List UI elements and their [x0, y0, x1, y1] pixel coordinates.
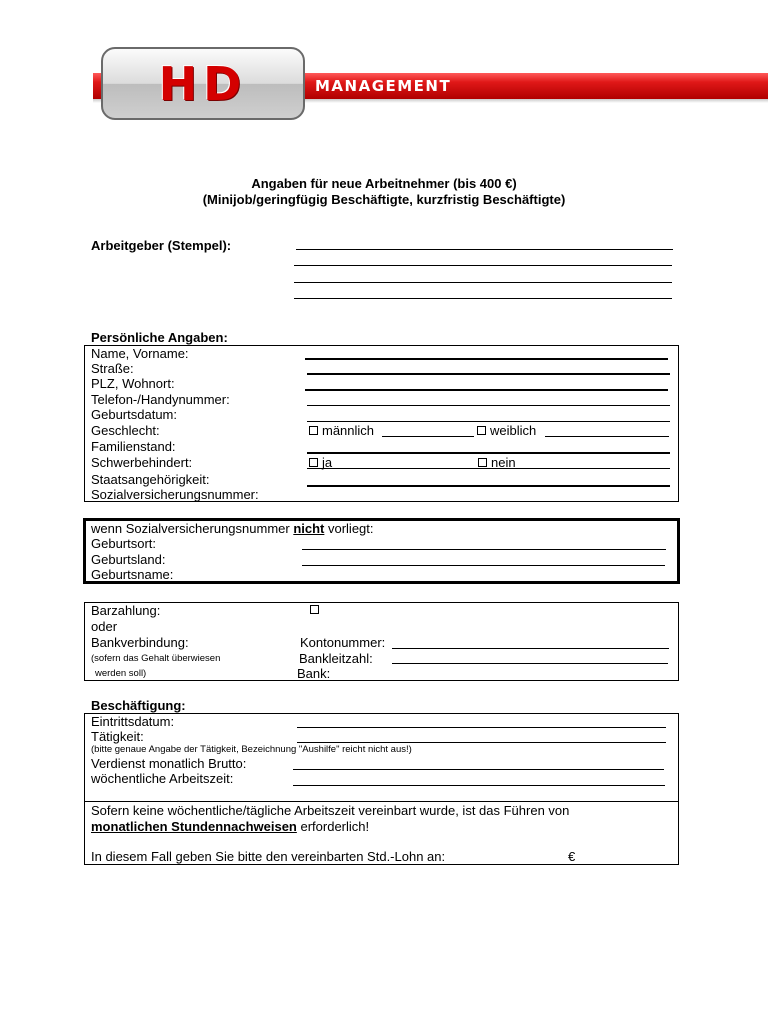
activity-note: (bitte genaue Angabe der Tätigkeit, Bezeichnung "Aushilfe" reicht nicht aus!)	[91, 744, 412, 755]
employer-line-2[interactable]	[294, 265, 672, 266]
hd-logo	[101, 47, 305, 120]
start-date-label: Eintrittsdatum:	[91, 714, 175, 729]
salary-field[interactable]	[293, 769, 664, 770]
disabled-no-checkbox[interactable]	[478, 458, 487, 467]
bank-code-field[interactable]	[392, 663, 668, 664]
birth-country-label: Geburtsland:	[91, 552, 166, 567]
notice-line2	[91, 819, 369, 834]
zip-city-label: PLZ, Wohnort:	[91, 376, 175, 391]
cash-checkbox[interactable]	[310, 605, 319, 614]
birthplace-label: Geburtsort:	[91, 536, 157, 551]
gender-underline	[382, 436, 474, 437]
transfer-note-line2: werden soll)	[95, 668, 147, 679]
name-field[interactable]	[305, 358, 668, 360]
birthdate-field[interactable]	[307, 421, 670, 422]
street-field[interactable]	[307, 373, 670, 375]
form-title-line2: (Minijob/geringfügig Beschäftigte, kurzfristig Beschäftigte)	[202, 192, 566, 207]
gender-underline-2	[545, 436, 669, 437]
form-title-line1: Angaben für neue Arbeitnehmer (bis 400 €)	[251, 176, 517, 191]
female-label: weiblich	[490, 423, 537, 438]
notice-after: erforderlich!	[296, 819, 370, 834]
bank-code-label: Bankleitzahl:	[299, 651, 373, 666]
no-ssn-intro-before: wenn Sozialversicherungsnummer	[91, 521, 294, 536]
marital-field[interactable]	[307, 452, 670, 454]
employment-box	[84, 713, 679, 865]
employer-line-3[interactable]	[294, 282, 672, 283]
name-label: Name, Vorname:	[91, 346, 189, 361]
bank-label: Bankverbindung:	[91, 635, 189, 650]
weekly-hours-field[interactable]	[293, 785, 665, 786]
account-field[interactable]	[392, 648, 669, 649]
employer-line-4[interactable]	[294, 298, 672, 299]
male-label: männlich	[322, 423, 375, 438]
no-ssn-intro-after: vorliegt:	[324, 521, 374, 536]
transfer-note-line1: (sofern das Gehalt überwiesen	[91, 653, 221, 664]
notice-line1: Sofern keine wöchentliche/tägliche Arbeitszeit vereinbart wurde, ist das Führen von	[91, 803, 570, 818]
notice-emphasis: monatlichen Stundennachweisen	[91, 819, 297, 834]
cash-label: Barzahlung:	[91, 603, 161, 618]
gender-male-option[interactable]	[309, 423, 374, 438]
birth-name-label: Geburtsname:	[91, 567, 174, 582]
marital-label: Familienstand:	[91, 439, 176, 454]
female-checkbox[interactable]	[477, 426, 486, 435]
employment-heading: Beschäftigung:	[91, 698, 186, 713]
disabled-no-label: nein	[491, 455, 516, 470]
street-label: Straße:	[91, 361, 134, 376]
currency-symbol: €	[568, 849, 576, 864]
male-checkbox[interactable]	[309, 426, 318, 435]
birthdate-label: Geburtsdatum:	[91, 407, 177, 422]
activity-field[interactable]	[297, 742, 666, 743]
bank-name-label: Bank:	[297, 666, 331, 681]
employment-divider	[84, 801, 679, 802]
account-label: Kontonummer:	[300, 635, 386, 650]
activity-label: Tätigkeit:	[91, 729, 144, 744]
weekly-hours-label: wöchentliche Arbeitszeit:	[91, 771, 234, 786]
zip-city-field[interactable]	[305, 389, 668, 391]
employer-label: Arbeitgeber (Stempel):	[91, 238, 232, 253]
disabled-yes-checkbox[interactable]	[309, 458, 318, 467]
employer-line-1[interactable]	[296, 249, 673, 250]
salary-label: Verdienst monatlich Brutto:	[91, 756, 247, 771]
birthplace-field[interactable]	[302, 549, 666, 550]
nationality-label: Staatsangehörigkeit:	[91, 472, 210, 487]
brand-subtitle: MANAGEMENT	[315, 77, 452, 95]
nationality-field[interactable]	[307, 485, 670, 487]
or-label: oder	[91, 619, 118, 634]
gender-label: Geschlecht:	[91, 423, 160, 438]
disabled-underline	[307, 468, 670, 469]
no-ssn-intro	[91, 521, 374, 536]
logo-text: HD	[158, 56, 248, 111]
ssn-label: Sozialversicherungsnummer:	[91, 487, 259, 502]
disabled-label: Schwerbehindert:	[91, 455, 193, 470]
phone-field[interactable]	[307, 405, 670, 406]
personal-heading: Persönliche Angaben:	[91, 330, 228, 345]
gender-female-option[interactable]	[477, 423, 536, 438]
no-ssn-intro-emphasis: nicht	[293, 521, 325, 536]
disabled-yes-label: ja	[322, 455, 333, 470]
birth-country-field[interactable]	[302, 565, 665, 566]
wage-prompt: In diesem Fall geben Sie bitte den vereinbarten Std.-Lohn an:	[91, 849, 446, 864]
phone-label: Telefon-/Handynummer:	[91, 392, 230, 407]
start-date-field[interactable]	[297, 727, 666, 728]
